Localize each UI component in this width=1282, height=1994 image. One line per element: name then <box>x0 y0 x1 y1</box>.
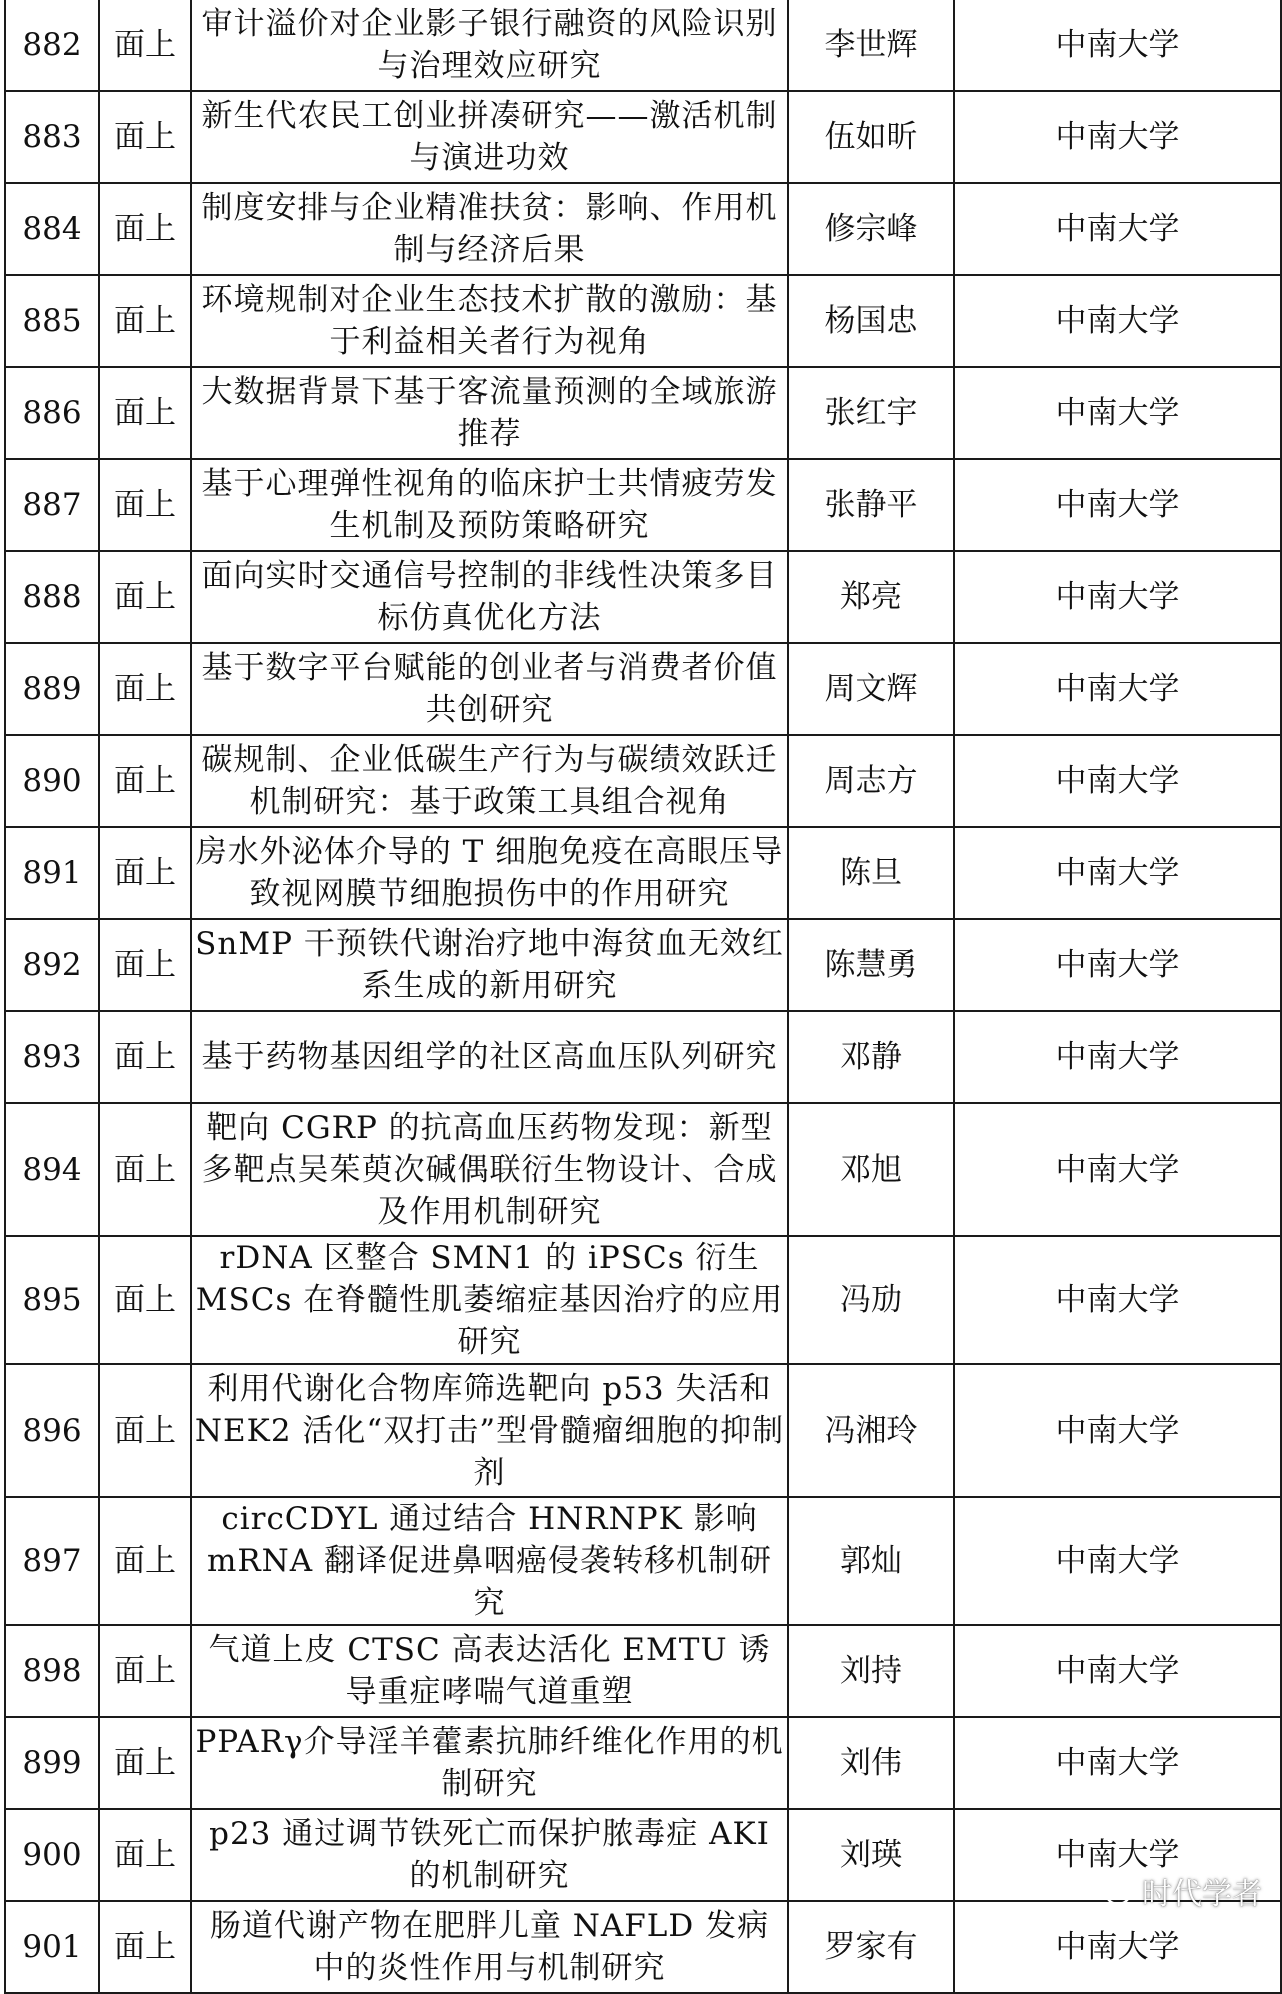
project-title: 基于数字平台赋能的创业者与消费者价值共创研究 <box>191 643 788 735</box>
row-number: 893 <box>5 1011 99 1103</box>
watermark <box>1092 1869 1262 1913</box>
project-type: 面上 <box>99 91 191 183</box>
project-type: 面上 <box>99 1364 191 1497</box>
principal-investigator: 张静平 <box>788 459 954 551</box>
row-number: 886 <box>5 367 99 459</box>
project-title: 利用代谢化合物库筛选靶向 p53 失活和 NEK2 活化“双打击”型骨髓瘤细胞的抑制剂 <box>191 1364 788 1497</box>
principal-investigator: 罗家有 <box>788 1901 954 1993</box>
project-type: 面上 <box>99 1236 191 1364</box>
principal-investigator: 冯湘玲 <box>788 1364 954 1497</box>
table-row <box>5 1364 1281 1497</box>
table-row <box>5 1497 1281 1625</box>
institution: 中南大学 <box>954 183 1281 275</box>
institution: 中南大学 <box>954 1625 1281 1717</box>
table-row <box>5 367 1281 459</box>
project-type: 面上 <box>99 919 191 1011</box>
project-type: 面上 <box>99 0 191 91</box>
row-number: 883 <box>5 91 99 183</box>
row-number: 884 <box>5 183 99 275</box>
institution: 中南大学 <box>954 1236 1281 1364</box>
principal-investigator: 周志方 <box>788 735 954 827</box>
table-row <box>5 1236 1281 1364</box>
row-number: 891 <box>5 827 99 919</box>
institution: 中南大学 <box>954 643 1281 735</box>
institution: 中南大学 <box>954 827 1281 919</box>
project-type: 面上 <box>99 1625 191 1717</box>
institution: 中南大学 <box>954 919 1281 1011</box>
institution: 中南大学 <box>954 0 1281 91</box>
principal-investigator: 陈慧勇 <box>788 919 954 1011</box>
project-title: 大数据背景下基于客流量预测的全域旅游推荐 <box>191 367 788 459</box>
row-number: 900 <box>5 1809 99 1901</box>
table-row <box>5 1717 1281 1809</box>
row-number: 882 <box>5 0 99 91</box>
row-number: 901 <box>5 1901 99 1993</box>
grant-list-table <box>4 0 1282 1994</box>
project-type: 面上 <box>99 1497 191 1625</box>
institution: 中南大学 <box>954 1497 1281 1625</box>
project-type: 面上 <box>99 367 191 459</box>
row-number: 888 <box>5 551 99 643</box>
institution: 中南大学 <box>954 1103 1281 1236</box>
principal-investigator: 刘瑛 <box>788 1809 954 1901</box>
table-row <box>5 275 1281 367</box>
project-title: circCDYL 通过结合 HNRNPK 影响 mRNA 翻译促进鼻咽癌侵袭转移机制研究 <box>191 1497 788 1625</box>
project-title: PPARγ介导淫羊藿素抗肺纤维化作用的机制研究 <box>191 1717 788 1809</box>
project-type: 面上 <box>99 1717 191 1809</box>
principal-investigator: 郭灿 <box>788 1497 954 1625</box>
project-type: 面上 <box>99 1901 191 1993</box>
table-row <box>5 1011 1281 1103</box>
institution: 中南大学 <box>954 1809 1281 1901</box>
project-title: 审计溢价对企业影子银行融资的风险识别与治理效应研究 <box>191 0 788 91</box>
table-row <box>5 827 1281 919</box>
institution: 中南大学 <box>954 551 1281 643</box>
table-row <box>5 183 1281 275</box>
row-number: 897 <box>5 1497 99 1625</box>
project-title: 气道上皮 CTSC 高表达活化 EMTU 诱导重症哮喘气道重塑 <box>191 1625 788 1717</box>
row-number: 896 <box>5 1364 99 1497</box>
wechat-icon <box>1092 1873 1132 1909</box>
project-type: 面上 <box>99 183 191 275</box>
table-row <box>5 919 1281 1011</box>
principal-investigator: 冯劢 <box>788 1236 954 1364</box>
project-title: rDNA 区整合 SMN1 的 iPSCs 衍生 MSCs 在脊髓性肌萎缩症基因治疗的应用研究 <box>191 1236 788 1364</box>
institution: 中南大学 <box>954 459 1281 551</box>
project-title: 制度安排与企业精准扶贫：影响、作用机制与经济后果 <box>191 183 788 275</box>
principal-investigator: 邓静 <box>788 1011 954 1103</box>
project-title: 碳规制、企业低碳生产行为与碳绩效跃迁机制研究：基于政策工具组合视角 <box>191 735 788 827</box>
table-row <box>5 1809 1281 1901</box>
project-type: 面上 <box>99 551 191 643</box>
project-title: 靶向 CGRP 的抗高血压药物发现：新型多靶点吴茱萸次碱偶联衍生物设计、合成及作用机制研究 <box>191 1103 788 1236</box>
row-number: 898 <box>5 1625 99 1717</box>
principal-investigator: 杨国忠 <box>788 275 954 367</box>
institution: 中南大学 <box>954 1011 1281 1103</box>
principal-investigator: 陈旦 <box>788 827 954 919</box>
project-title: p23 通过调节铁死亡而保护脓毒症 AKI 的机制研究 <box>191 1809 788 1901</box>
project-type: 面上 <box>99 459 191 551</box>
project-title: 基于心理弹性视角的临床护士共情疲劳发生机制及预防策略研究 <box>191 459 788 551</box>
table-row <box>5 91 1281 183</box>
principal-investigator: 刘伟 <box>788 1717 954 1809</box>
project-title: 面向实时交通信号控制的非线性决策多目标仿真优化方法 <box>191 551 788 643</box>
principal-investigator: 李世辉 <box>788 0 954 91</box>
institution: 中南大学 <box>954 275 1281 367</box>
table-row <box>5 643 1281 735</box>
project-title: 新生代农民工创业拼凑研究——激活机制与演进功效 <box>191 91 788 183</box>
project-title: 基于药物基因组学的社区高血压队列研究 <box>191 1011 788 1103</box>
project-title: 房水外泌体介导的 T 细胞免疫在高眼压导致视网膜节细胞损伤中的作用研究 <box>191 827 788 919</box>
project-type: 面上 <box>99 1103 191 1236</box>
table-row <box>5 1625 1281 1717</box>
institution: 中南大学 <box>954 1717 1281 1809</box>
institution: 中南大学 <box>954 1901 1281 1993</box>
watermark-text: 时代学者 <box>1142 1877 1262 1912</box>
institution: 中南大学 <box>954 367 1281 459</box>
institution: 中南大学 <box>954 1364 1281 1497</box>
project-title: 环境规制对企业生态技术扩散的激励：基于利益相关者行为视角 <box>191 275 788 367</box>
principal-investigator: 刘持 <box>788 1625 954 1717</box>
row-number: 899 <box>5 1717 99 1809</box>
principal-investigator: 郑亮 <box>788 551 954 643</box>
principal-investigator: 修宗峰 <box>788 183 954 275</box>
principal-investigator: 周文辉 <box>788 643 954 735</box>
project-type: 面上 <box>99 643 191 735</box>
row-number: 892 <box>5 919 99 1011</box>
row-number: 890 <box>5 735 99 827</box>
principal-investigator: 邓旭 <box>788 1103 954 1236</box>
row-number: 887 <box>5 459 99 551</box>
table-row <box>5 1901 1281 1993</box>
project-title: 肠道代谢产物在肥胖儿童 NAFLD 发病中的炎性作用与机制研究 <box>191 1901 788 1993</box>
row-number: 885 <box>5 275 99 367</box>
project-title: SnMP 干预铁代谢治疗地中海贫血无效红系生成的新用研究 <box>191 919 788 1011</box>
row-number: 889 <box>5 643 99 735</box>
project-type: 面上 <box>99 1809 191 1901</box>
table-row <box>5 0 1281 91</box>
table-row <box>5 735 1281 827</box>
row-number: 895 <box>5 1236 99 1364</box>
project-type: 面上 <box>99 735 191 827</box>
project-type: 面上 <box>99 1011 191 1103</box>
principal-investigator: 伍如昕 <box>788 91 954 183</box>
institution: 中南大学 <box>954 91 1281 183</box>
table-body <box>5 0 1281 1993</box>
institution: 中南大学 <box>954 735 1281 827</box>
table-row <box>5 459 1281 551</box>
principal-investigator: 张红宇 <box>788 367 954 459</box>
project-type: 面上 <box>99 827 191 919</box>
table-row <box>5 1103 1281 1236</box>
table-row <box>5 551 1281 643</box>
project-type: 面上 <box>99 275 191 367</box>
row-number: 894 <box>5 1103 99 1236</box>
